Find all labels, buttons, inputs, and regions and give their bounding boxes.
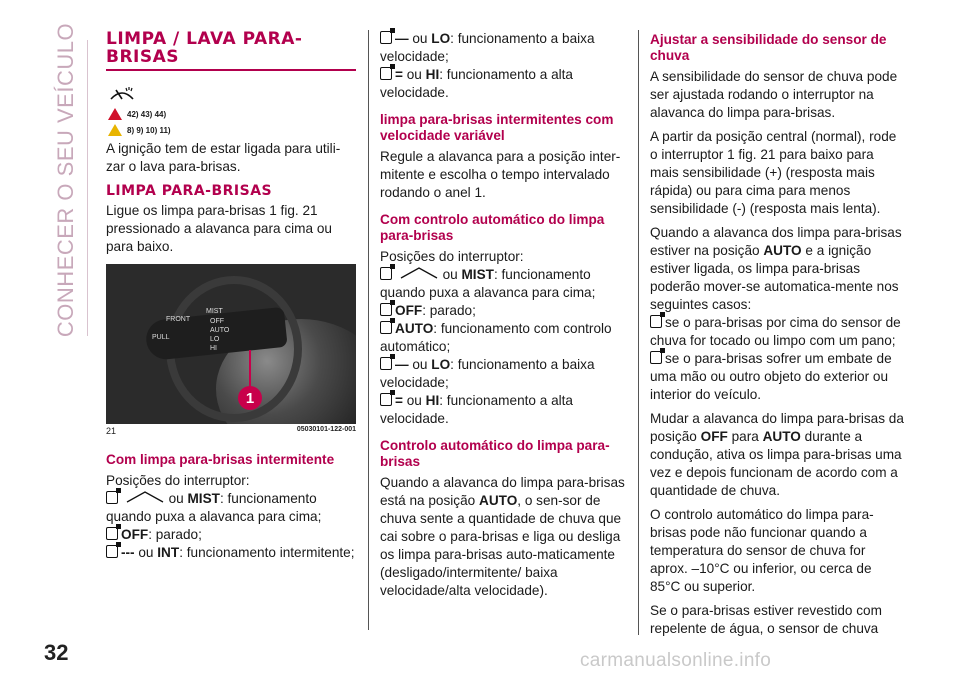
section-title: LIMPA / LAVA PARA-BRISAS bbox=[106, 29, 303, 67]
variable-speed-heading: limpa para-brisas intermitentes com velocidade variável bbox=[380, 112, 614, 143]
bullet-icon bbox=[380, 31, 392, 44]
list-item: ou MIST: funcionamento quando puxa a alavanca para cima; bbox=[380, 267, 596, 300]
bullet-icon bbox=[106, 491, 118, 504]
chapter-title: CONHECER O SEU VEÍCULO bbox=[53, 22, 78, 338]
page-number: 32 bbox=[44, 640, 69, 665]
list-item: ou MIST: funcionamento quando puxa a alavanca para cima; bbox=[106, 491, 322, 524]
bullet-icon bbox=[380, 67, 392, 80]
caution-triangle-icon bbox=[108, 124, 122, 136]
list-item: se o para-brisas por cima do sensor de chuva for tocado ou limpo com um pano; bbox=[650, 315, 901, 348]
sensitivity-heading: Ajustar a sensibilidade do sensor de chuva bbox=[650, 32, 887, 63]
auto-control-heading: Com controlo automático do limpa para-brisas bbox=[380, 212, 605, 243]
bullet-icon bbox=[380, 321, 392, 334]
warning-triangle-icon bbox=[108, 108, 122, 120]
figure-number: 21 bbox=[106, 426, 117, 436]
bullet-icon bbox=[380, 393, 392, 406]
subsection-title: LIMPA PARA-BRISAS bbox=[106, 183, 273, 199]
auto-control-desc-heading: Controlo automático do limpa para-brisas bbox=[380, 438, 610, 469]
list-item: = ou HI: funcionamento a alta velocidade. bbox=[380, 393, 573, 426]
intermittent-heading: Com limpa para-brisas intermitente bbox=[106, 452, 335, 467]
warning-refs: 42) 43) 44) bbox=[108, 108, 356, 120]
wiper-paragraph: Ligue os limpa para-brisas 1 fig. 21 pressionado a alavanca para cima ou para baixo. bbox=[106, 203, 332, 254]
intro-paragraph: A ignição tem de estar ligada para utili-zar o lava para-brisas. bbox=[106, 141, 341, 174]
list-item: — ou LO: funcionamento a baixa velocidade; bbox=[380, 31, 595, 64]
bullet-icon bbox=[650, 351, 662, 364]
bullet-icon bbox=[106, 527, 118, 540]
chapter-rule bbox=[87, 40, 88, 336]
watermark: carmanualsonline.info bbox=[580, 650, 772, 671]
callout-1: 1 bbox=[238, 386, 262, 410]
list-item: AUTO: funcionamento com controlo automático; bbox=[380, 321, 612, 354]
column-2: — ou LO: funcionamento a baixa velocidade; = ou HI: funcionamento a alta velocidade. limpa para-brisas intermitentes com velocidade variável Regule a alavanca para a posição inter-mitente e escolha o tempo intervalado rodando o anel 1. Com controlo automático do limpa para-brisas Posições do interruptor: ou MIST: funcionamento quando puxa a alavanca para cima; OFF: parado; AUTO: funcionamento com controlo automático; — ou LO: funcionamento a baixa velocidade; = ou HI: funcionamento a alta velocidade. Controlo automático do limpa para-brisas Quando a alavanca do limpa para-brisas está na posição AUTO, o sen-sor de chuva sente a quantidade de chuva que cai sobre o para-brisas e liga ou desliga os limpa para-brisas auto-maticamente (desligado/intermitente/ baixa velocidade/alta velocidade). bbox=[380, 30, 628, 606]
chapter-tab bbox=[46, 22, 86, 338]
list-item: se o para-brisas sofrer um embate de uma mão ou outro objeto do exterior ou interior do veículo. bbox=[650, 351, 892, 402]
bullet-icon bbox=[650, 315, 662, 328]
column-divider bbox=[638, 30, 639, 635]
column-divider bbox=[368, 30, 369, 630]
auto-control-paragraph: Quando a alavanca do limpa para-brisas está na posição AUTO, o sen-sor de chuva sente a quantidade de chuva que cai sobre o para-brisas e liga ou desliga os limpa para-brisas auto-maticamente (desligado/intermitente/ baixa velocidade/alta velocidade). bbox=[380, 475, 625, 598]
figure-21-photo: FRONT MIST OFF AUTO LO HI PULL 1 bbox=[106, 264, 356, 424]
mist-symbol-icon bbox=[125, 491, 165, 503]
list-item: OFF: parado; bbox=[380, 302, 628, 320]
title-underline bbox=[106, 69, 356, 71]
bullet-icon bbox=[380, 357, 392, 370]
list-item: --- ou INT: funcionamento intermitente; bbox=[106, 544, 356, 562]
mist-symbol-icon bbox=[399, 267, 439, 279]
figure-caption bbox=[106, 426, 356, 436]
figure-code: 05030101-122-001 bbox=[296, 426, 356, 433]
wiper-washer-icon bbox=[108, 85, 136, 101]
list-item: OFF: parado; bbox=[106, 526, 356, 544]
bullet-icon bbox=[380, 303, 392, 316]
column-3: Ajustar a sensibilidade do sensor de chuva A sensibilidade do sensor de chuva pode ser ajustada rodando o interruptor na alavanca do limpa para-brisas. A partir da posição central (normal), rode o interruptor 1 fig. 21 para baixo para mais sensibilidade (+) (resposta mais rápida) ou para cima para menos sensibilidade (-) (resposta mais lenta). Quando a alavanca dos limpa para-brisas estiver na posição AUTO e a ignição estiver ligada, os limpa para-brisas poderão mover-se automatica-mente nos seguintes casos: se o para-brisas por cima do sensor de chuva for tocado ou limpo com um pano; se o para-brisas sofrer um embate de uma mão ou outro objeto do exterior ou interior do veículo. Mudar a alavanca do limpa para-brisas da posição OFF para AUTO durante a condução, ativa os limpa para-brisas uma vez e depois funcionam de acordo com a quantidade de chuva. O controlo automático do limpa para-brisas pode não funcionar quando a temperatura do sensor de chuva for aprox. –10°C ou inferior, ou cerca de 85°C ou superior. Se o para-brisas estiver revestido com repelente de água, o sensor de chuva bbox=[650, 32, 904, 636]
column-1: LIMPA / LAVA PARA-BRISAS 42) 43) 44) 8) 9) 10) 11) A ignição tem de estar ligada para utili-zar o lava para-brisas. LIMPA PARA-BRISAS Ligue os limpa para-brisas 1 fig. 21 pressionado a alavanca para cima ou para baixo. FRONT MIST OFF AUTO LO HI PULL 1 21 05030101-122-001 Com limpa para-brisas intermitente Posições do interruptor: ou MIST: funcionamento quando puxa a alavanca para cima; OFF: parado; --- ou INT: funcionamento intermitente; bbox=[106, 30, 356, 562]
list-item: — ou LO: funcionamento a baixa velocidade; bbox=[380, 357, 595, 390]
caution-refs: 8) 9) 10) 11) bbox=[108, 124, 356, 136]
bullet-icon bbox=[380, 267, 392, 280]
bullet-icon bbox=[106, 545, 118, 558]
list-item: = ou HI: funcionamento a alta velocidade. bbox=[380, 67, 573, 100]
